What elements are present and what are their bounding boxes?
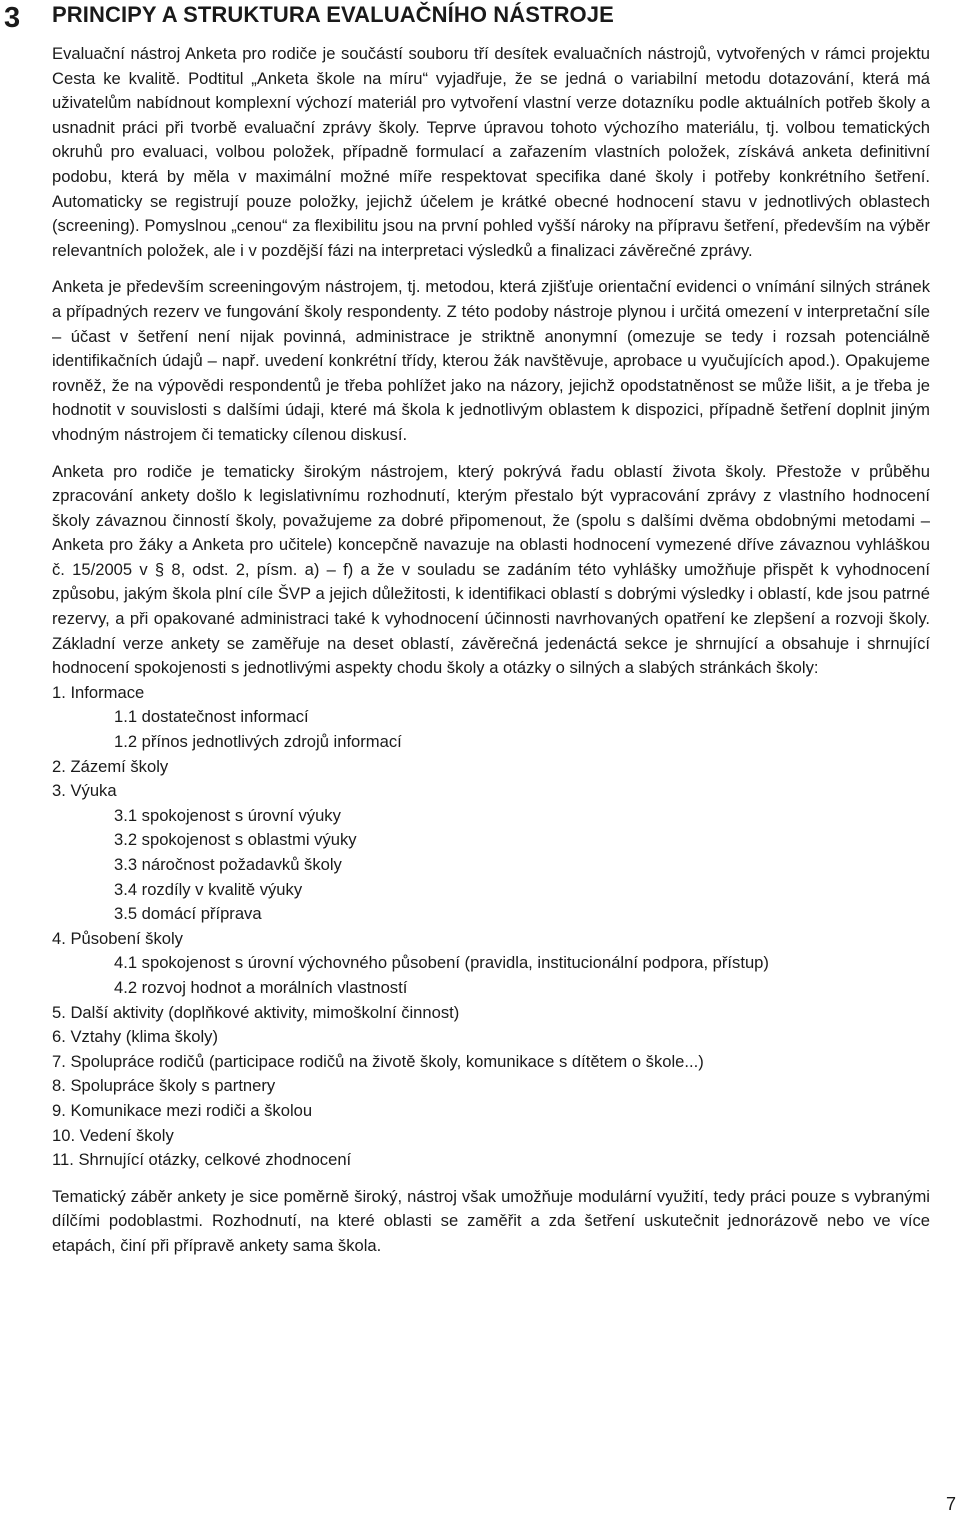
outline-item: 6. Vztahy (klima školy)	[52, 1027, 218, 1047]
outline-subitem: 4.2 rozvoj hodnot a morálních vlastností	[114, 977, 408, 997]
outline-item: 10. Vedení školy	[52, 1125, 174, 1145]
outline-item: 2. Zázemí školy	[52, 756, 169, 776]
paragraph-intro: Evaluační nástroj Anketa pro rodiče je součástí souboru tří desítek evaluačních nástrojů, vytvořených v rámci projektu Cesta ke kvalitě. Podtitul „Anketa škole na míru“ vyjadřuje, že se jedná o variabilní metodu dotazování, která má uživatelům nabídnout komplexní výchozí materiál pro vytvoření vlastní verze dotazníku podle aktuálních potřeb školy a usnadnit práci při tvorbě evaluační zprávy školy. Teprve úpravou tohoto výchozího materiálu, tj. volbou tematických okruhů pro evaluaci, volbou položek, případně formulací a zařazením vlastních položek, získává anketa definitivní podobu, která by měla v maximální možné míře respektovat specifika dané školy i potřeby konkrétního šetření. Automaticky se registrují pouze položky, jejichž účelem je krátké obecné hodnocení stavu v jednotlivých oblastech (screening). Pomyslnou „cenou“ za flexibilitu jsou na první pohled vyšší nároky na přípravu šetření, především na výběr relevantních položek, ale i v pozdější fázi na interpretaci výsledků a finalizaci závěrečné zprávy.	[52, 44, 930, 260]
outline-item: 3. Výuka	[52, 781, 117, 801]
outline-item: 11. Shrnující otázky, celkové zhodnocení	[52, 1150, 352, 1170]
outline-subitem: 1.2 přínos jednotlivých zdrojů informací	[114, 732, 402, 752]
outline-subitem: 3.4 rozdíly v kvalitě výuky	[114, 879, 303, 899]
outline-item: 7. Spolupráce rodičů (participace rodičů na životě školy, komunikace s dítětem o škole...)	[52, 1051, 704, 1071]
outline-item: 9. Komunikace mezi rodiči a školou	[52, 1100, 313, 1120]
chapter-number: 3	[4, 2, 21, 34]
paragraph-screening: Anketa je především screeningovým nástrojem, tj. metodou, která zjišťuje orientační evidenci o vnímání silných stránek a případných rezerv ve fungování školy respondenty. Z této podoby nástroje plynou i určitá omezení v interpretační síle – účast v šetření není nijak povinná, administrace je striktně anonymní (omezuje se tedy i rozsah potenciálně identifikačních údajů – např. uvedení konkrétní třídy, kterou žák navštěvuje, aprobace u vyučujících apod.). Opakujeme rovněž, že na výpovědi respondentů je třeba pohlížet jako na názory, jejichž opodstatněnost se může lišit, a je třeba je hodnotit v souvislosti s dalšími údaji, které má škola k jednotlivým oblastem k dispozici, případně šetření doplnit jiným vhodným nástrojem či tematicky cílenou diskusí.	[52, 277, 930, 444]
section-outline	[52, 681, 930, 1173]
paragraph-scope: Anketa pro rodiče je tematicky širokým nástrojem, který pokrývá řadu oblastí života školy. Přestože v průběhu zpracování ankety došlo k legislativnímu rozhodnutí, kterým přestalo být vypracování zprávy z vlastního hodnocení školy závaznou činností školy, považujeme za dobré připomenout, že (spolu s dalšími dvěma obdobnými metodami – Anketa pro žáky a Anketa pro učitele) koncepčně navazuje na oblasti hodnocení vymezené dříve závaznou vyhláškou č. 15/2005 v § 8, odst. 2, písm. a) – f) a že v souladu se zadáním této vyhlášky umožňuje přispět k vyhodnocení způsobu, jakým škola plní cíle ŠVP a jejich důležitosti, k identifikaci oblastí s dobrými výsledky i oblastí, kde jsou patrné rezervy, a při opakované administraci také k vyhodnocení účinnosti navrhovaných opatření ke zlepšení a rozvoji školy. Základní verze ankety se zaměřuje na deset oblastí, závěrečná jedenáctá sekce je shrnující a obsahuje i shrnující hodnocení spokojenosti s jednotlivými aspekty chodu školy a otázky o silných a slabých stránkách školy:	[52, 461, 930, 678]
outline-subitem: 1.1 dostatečnost informací	[114, 707, 309, 727]
chapter-title: PRINCIPY A STRUKTURA EVALUAČNÍHO NÁSTROJE	[52, 2, 614, 27]
page-number: 7	[945, 1494, 956, 1514]
outline-item: 4. Působení školy	[52, 928, 183, 948]
outline-subitem: 4.1 spokojenost s úrovní výchovného působení (pravidla, institucionální podpora, přístup)	[114, 953, 769, 973]
outline-item: 1. Informace	[52, 682, 145, 702]
outline-subitem: 3.2 spokojenost s oblastmi výuky	[114, 830, 357, 850]
outline-subitem: 3.3 náročnost požadavků školy	[114, 855, 342, 874]
outline-item: 8. Spolupráce školy s partnery	[52, 1076, 276, 1096]
chapter-body	[52, 42, 930, 1259]
paragraph-closing: Tematický záběr ankety je sice poměrně široký, nástroj však umožňuje modulární využití, tedy práci pouze s vybranými dílčími podoblastmi. Rozhodnutí, na které oblasti se zaměřit a zda šetření uskutečnit jednorázově nebo ve více etapách, činí při přípravě ankety sama škola.	[52, 1186, 930, 1255]
outline-subitem: 3.5 domácí příprava	[114, 904, 262, 924]
outline-subitem: 3.1 spokojenost s úrovní výuky	[114, 805, 341, 825]
outline-item: 5. Další aktivity (doplňkové aktivity, mimoškolní činnost)	[52, 1002, 460, 1022]
